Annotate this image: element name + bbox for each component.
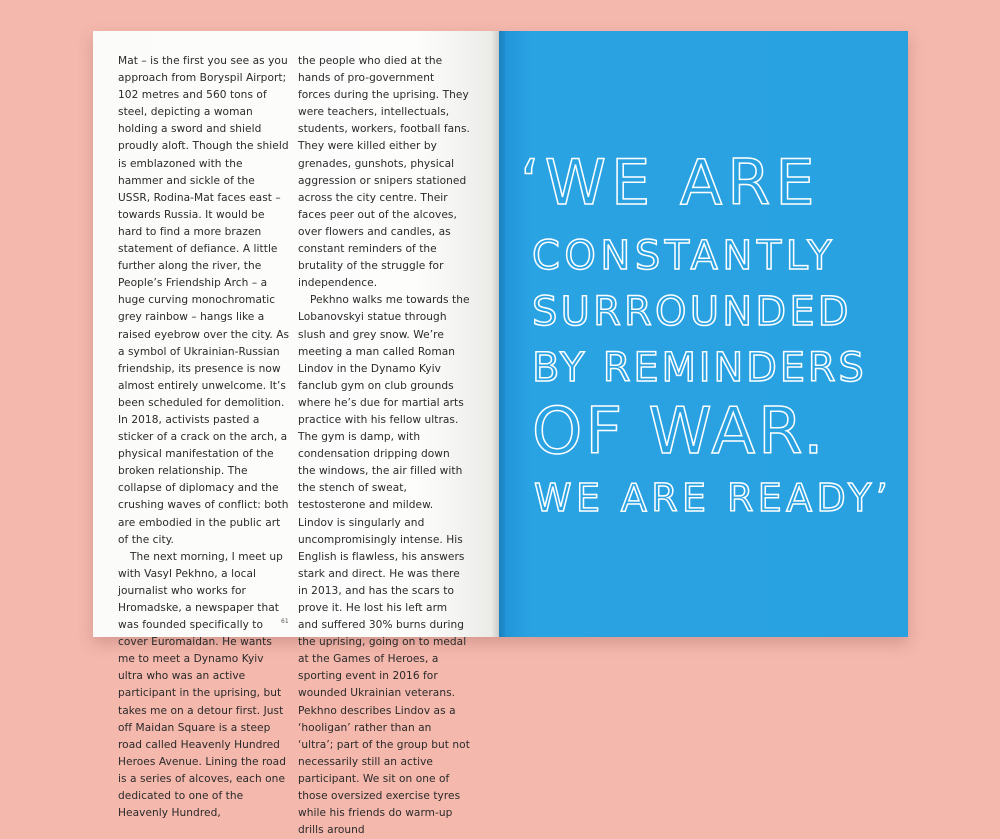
quote-line: WE ARE READY’ xyxy=(534,476,893,520)
left-page xyxy=(93,31,499,837)
paragraph: The next morning, I meet up with Vasyl Pekhno, a local journalist who works for Hromadske, a newspaper that was founded specifically to cover Euromaidan. He wants me to meet a Dynamo Kyiv ultra who was an active participant in the uprising, but takes me on a detour first. Just off Maidan Square is a steep road called Heavenly Hundred Heroes Avenue. Lining the road is a series of alcoves, each one dedicated to one of the Heavenly Hundred, xyxy=(118,550,286,820)
text-column-1 xyxy=(118,53,290,822)
text-column-2 xyxy=(298,53,470,839)
quote-line: SURROUNDED xyxy=(532,289,852,335)
quote-line: CONSTANTLY xyxy=(532,233,837,279)
paragraph: Mat – is the first you see as you approach from Boryspil Airport; 102 metres and 560 tons of steel, depicting a woman holding a sword and shield proudly aloft. Though the shield is emblazoned with the hammer and sickle of the USSR, Rodina-Mat faces east – towards Russia. It would be hard to find a more brazen statement of defiance. A little further along the river, the People’s Friendship Arch – a huge curving monochromatic grey rainbow – hangs like a raised eyebrow over the city. As a symbol of Ukrainian-Russian friendship, its presence is now almost entirely unwelcome. It’s been scheduled for demolition. In 2018, activists pasted a sticker of a crack on the arch, a physical manifestation of the broken relationship. The collapse of diplomacy and the crushing waves of conflict: both are embodied in the public art of the city. xyxy=(118,55,290,546)
quote-line: OF WAR. xyxy=(532,395,827,469)
quote-line: ‘WE ARE xyxy=(520,146,820,219)
paragraph: the people who died at the hands of pro-government forces during the uprising. They were teachers, intellectuals, students, workers, football fans. They were killed either by grenades, gunshots, physical aggression or snipers stationed across the city centre. Their faces peer out of the alcoves, over flowers and candles, as constant reminders of the brutality of the struggle for independence. xyxy=(298,55,470,290)
spine-gutter xyxy=(491,31,505,637)
quote-line: BY REMINDERS xyxy=(532,345,867,391)
page-number: 61 xyxy=(281,618,289,625)
paragraph: Pekhno walks me towards the Lobanovskyi statue through slush and grey snow. We’re meeting a man called Roman Lindov in the Dynamo Kyiv fanclub gym on club grounds where he’s due for martial arts practice with his fellow ultras. The gym is damp, with condensation dripping down the windows, the air filled with the stench of sweat, testosterone and mildew. Lindov is singularly and uncompromisingly intense. His English is flawless, his answers stark and direct. He was there in 2013, and has the scars to prove it. He lost his left arm and suffered 30% burns during the uprising, going on to medal at the Games of Heroes, a sporting event in 2016 for wounded Ukrainian veterans. Pekhno describes Lindov as a ‘hooligan’ rather than an ‘ultra’; part of the group but not necessarily still an active participant. We sit on one of those oversized exercise tyres while his friends do warm-up drills around xyxy=(298,294,470,837)
